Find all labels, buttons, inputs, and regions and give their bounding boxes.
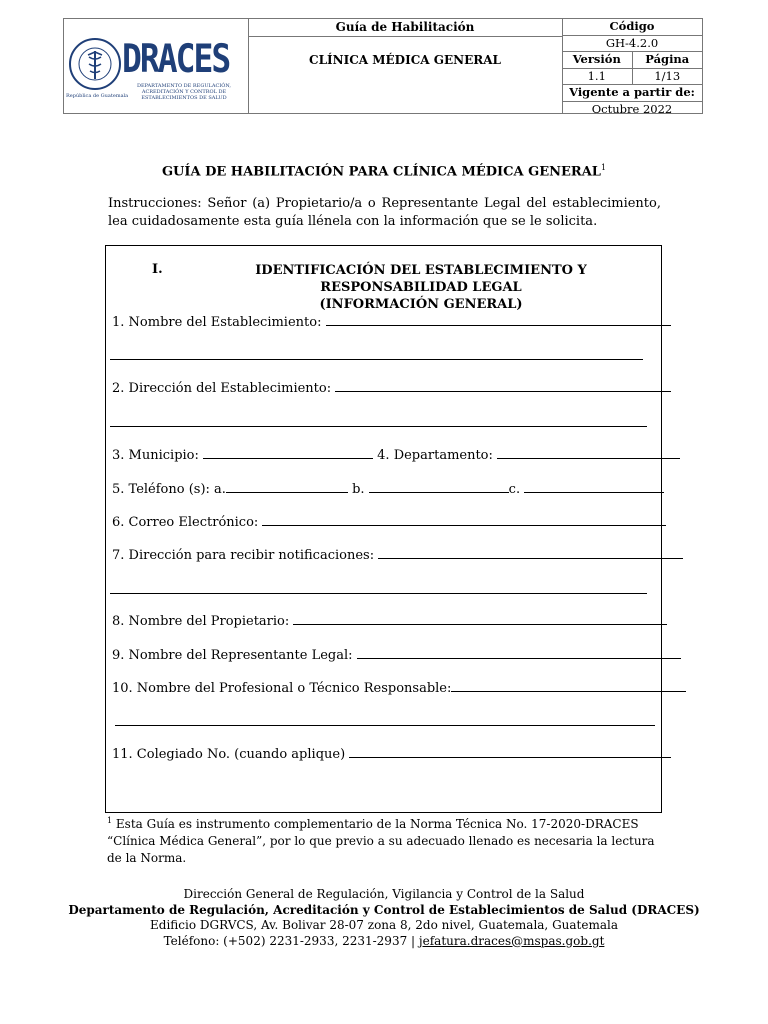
field-establishment-name (112, 314, 671, 330)
owner-name-input[interactable] (293, 613, 667, 625)
legal-rep-input[interactable] (357, 647, 681, 659)
codigo-label: Código (609, 19, 655, 33)
notification-address-input[interactable] (378, 547, 683, 559)
telefono-c-input[interactable] (524, 481, 664, 493)
responsible-input[interactable] (451, 680, 686, 692)
establishment-name-continuation[interactable] (110, 359, 643, 360)
vigente-value: Octubre 2022 (591, 101, 673, 116)
field-legal-rep (112, 647, 681, 663)
establishment-address-continuation[interactable] (110, 426, 647, 427)
footer-line1: Dirección General de Regulación, Vigilancia y Control de la Salud (183, 887, 585, 901)
municipio-input[interactable] (203, 447, 373, 459)
departamento-input[interactable] (497, 447, 680, 459)
instructions: Instrucciones: Señor (a) Propietario/a o Representante Legal del establecimiento, lea cuidadosamente esta guía llénela con la información que se le solicita. (108, 196, 661, 229)
establishment-name-input[interactable] (326, 314, 671, 326)
footer-phone: Teléfono: (+502) 2231-2933, 2231-2937 | (163, 933, 416, 948)
version-value: 1.1 (587, 68, 606, 83)
field-label: 2. Dirección del Establecimiento: (112, 381, 332, 396)
guide-label: Guía de Habilitación (248, 19, 562, 37)
section-title-line1: IDENTIFICACIÓN DEL ESTABLECIMIENTO Y RESPONSABILIDAD LEGAL (255, 263, 587, 295)
logo-country: República de Guatemala (66, 93, 129, 99)
field-responsible (112, 680, 686, 696)
field-label: 1. Nombre del Establecimiento: (112, 315, 322, 330)
field-label: 5. Teléfono (s): a. (112, 482, 226, 497)
document-header (63, 18, 703, 114)
logo-dept: DEPARTAMENTO DE REGULACIÓN, ACREDITACIÓN Y CONTROL DE ESTABLECIMIENTOS DE SALUD (136, 83, 232, 101)
field-label: 6. Correo Electrónico: (112, 515, 259, 530)
field-label: 7. Dirección para recibir notificaciones: (112, 548, 375, 563)
footnote-text: Esta Guía es instrumento complementario de la Norma Técnica No. 17-2020-DRACES “Clínica Médica General”, por lo que previo a su adecuado llenado es necesaria la lectura de la Norma. (107, 817, 655, 865)
telefono-b-input[interactable] (369, 481, 509, 493)
section-title-line2: (INFORMACIÓN GENERAL) (319, 297, 523, 312)
field-label: 8. Nombre del Propietario: (112, 614, 290, 629)
field-label: c. (508, 482, 521, 497)
footer-line3: Edificio DGRVCS, Av. Bolivar 28-07 zona 8, 2do nivel, Guatemala, Guatemala (150, 918, 618, 932)
field-label: 10. Nombre del Profesional o Técnico Responsable: (112, 681, 452, 696)
field-label: 3. Municipio: (112, 448, 199, 463)
field-label: 11. Colegiado No. (cuando aplique) (112, 747, 346, 762)
draces-logo (64, 19, 249, 113)
footnote-mark: 1 (107, 816, 113, 825)
title-footnote-mark: 1 (600, 163, 607, 172)
pagina-value: 1/13 (632, 69, 703, 85)
footnote (107, 812, 662, 867)
page-title: GUÍA DE HABILITACIÓN PARA CLÍNICA MÉDICA GENERAL$^1$ (161, 163, 607, 180)
responsible-continuation[interactable] (115, 725, 655, 726)
field-colegiado (112, 746, 671, 762)
field-establishment-address (112, 380, 671, 396)
footer-email-link[interactable]: jefatura.draces@mspas.gob.gt (418, 933, 605, 948)
codigo-value: GH-4.2.0 (605, 35, 659, 50)
clinic-label: CLÍNICA MÉDICA GENERAL (309, 53, 501, 67)
establishment-address-input[interactable] (335, 380, 671, 392)
telefono-a-input[interactable] (226, 481, 348, 493)
field-label: 4. Departamento: (377, 448, 493, 463)
field-municipio (112, 447, 680, 463)
vigente-label: Vigente a partir de: (569, 85, 695, 99)
footer-line2: Departamento de Regulación, Acreditación y Control de Establecimientos de Salud (DRACES) (68, 902, 700, 917)
notification-address-continuation[interactable] (110, 593, 647, 594)
field-email (112, 514, 666, 530)
field-notification-address (112, 547, 683, 563)
page-footer (0, 887, 768, 949)
email-input[interactable] (262, 514, 666, 526)
section-number: I. (152, 262, 163, 277)
field-label: b. (352, 482, 365, 497)
version-label: Versión (572, 52, 621, 66)
field-telefono (112, 481, 664, 497)
field-owner-name (112, 613, 667, 629)
field-label: 9. Nombre del Representante Legal: (112, 648, 353, 663)
ministry-seal-icon (68, 37, 122, 91)
colegiado-input[interactable] (349, 746, 671, 758)
pagina-label: Página (632, 52, 703, 68)
logo-text: DRACES (122, 35, 230, 82)
